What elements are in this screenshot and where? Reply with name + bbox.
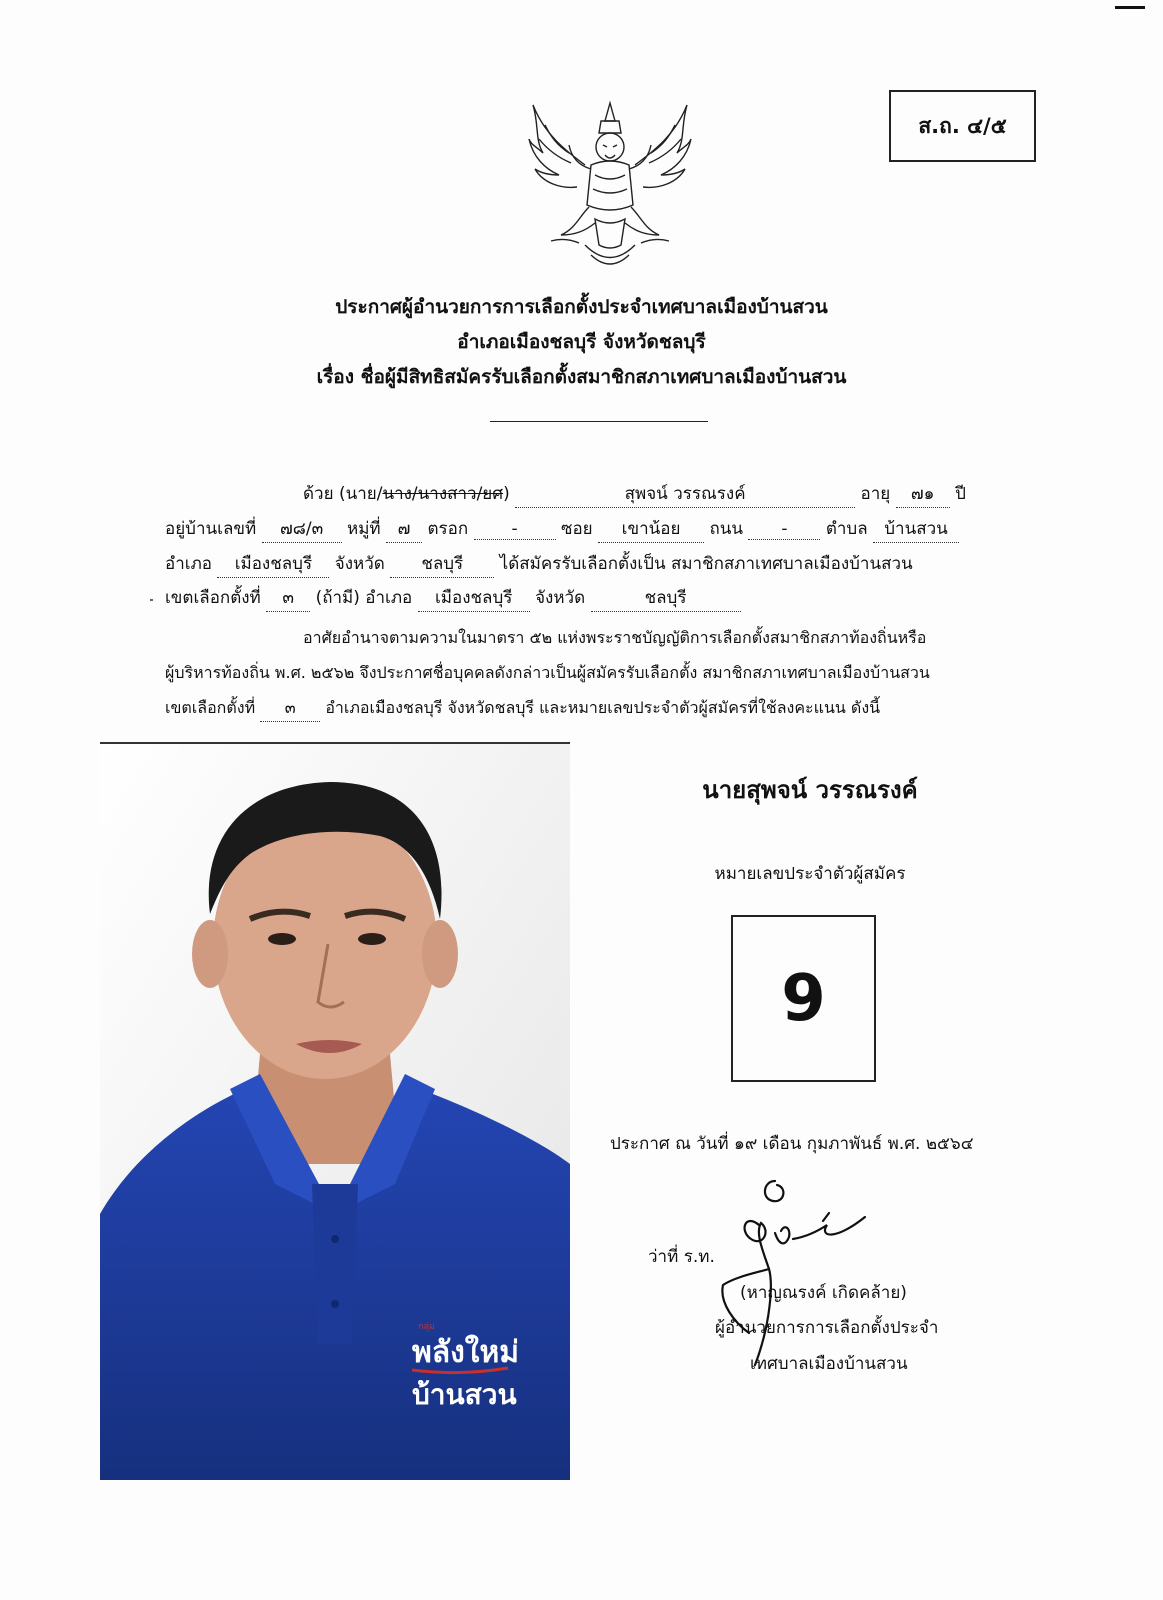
- shirt-logo-small: กลุ่ม: [418, 1322, 435, 1332]
- soi-label: ซอย: [560, 519, 593, 539]
- amphoe2-field: เมืองชลบุรี: [418, 584, 530, 612]
- heading-line-3: เรื่อง ชื่อผู้มีสิทธิสมัครรับเลือกตั้งสมาชิกสภาเทศบาลเมืองบ้านสวน: [316, 366, 847, 388]
- amphoe-field: เมืองชลบุรี: [217, 550, 329, 578]
- form-code-box: [889, 90, 1036, 162]
- shirt-logo-line-1: พลังใหม่: [412, 1335, 520, 1370]
- tambon-label: ตำบล: [825, 519, 868, 539]
- form-line-4: [165, 584, 1035, 612]
- paragraph-line-2: ผู้บริหารท้องถิ่น พ.ศ. ๒๕๖๒ จึงประกาศชื่อบุคคลดังกล่าวเป็นผู้สมัครรับเลือกตั้ง สมาชิกสภาเทศบาลเมืองบ้านสวน: [165, 663, 930, 682]
- applied-text: ได้สมัครรับเลือกตั้งเป็น สมาชิกสภาเทศบาลเมืองบ้านสวน: [499, 554, 913, 574]
- moo-field: ๗: [386, 515, 422, 543]
- tambon-field: บ้านสวน: [873, 515, 959, 543]
- prefix-label: ด้วย (นาย/: [303, 484, 383, 504]
- candidate-number: 9: [781, 961, 826, 1036]
- district-field: ๓: [266, 584, 310, 612]
- form-line-3: [165, 550, 1035, 578]
- form-line-1: [165, 480, 1035, 508]
- road-field: -: [748, 519, 820, 540]
- province-label: จังหวัด: [334, 554, 385, 574]
- garuda-emblem: [525, 95, 695, 275]
- candidate-name: นายสุพจน์ วรรณรงค์: [702, 776, 918, 804]
- paragraph-line-3: [165, 696, 1035, 722]
- candidate-photo: [100, 742, 570, 1480]
- name-field: สุพจน์ วรรณรงค์: [515, 480, 855, 508]
- shirt-logo-line-2: บ้านสวน: [412, 1378, 517, 1411]
- province-field: ชลบุรี: [390, 550, 494, 578]
- form-line-2: [165, 515, 1035, 543]
- trok-label: ตรอก: [427, 519, 469, 539]
- handwritten-signature: [715, 1173, 895, 1373]
- province2-field: ชลบุรี: [591, 584, 741, 612]
- heading-line-2: อำเภอเมืองชลบุรี จังหวัดชลบุรี: [457, 331, 706, 353]
- province2-label: จังหวัด: [535, 588, 586, 608]
- amphoe2-label: อำเภอ: [365, 588, 413, 608]
- signer-title-line-1: ผู้อำนวยการการเลือกตั้งประจำ: [715, 1318, 939, 1338]
- district-label: เขตเลือกตั้งที่: [165, 588, 261, 608]
- signer-rank: ว่าที่ ร.ท.: [648, 1247, 715, 1267]
- candidate-number-label: หมายเลขประจำตัวผู้สมัคร: [714, 864, 906, 884]
- form-code: ส.ถ. ๔/๕: [918, 113, 1007, 138]
- para-district-label: เขตเลือกตั้งที่: [165, 698, 256, 717]
- scan-edge-mark: [1115, 6, 1145, 9]
- age-field: ๗๑: [896, 480, 950, 508]
- scan-speck: [150, 599, 153, 601]
- para-district-field: ๓: [260, 696, 320, 722]
- heading-divider: [490, 421, 708, 422]
- heading-line-1: ประกาศผู้อำนวยการการเลือกตั้งประจำเทศบาลเมืองบ้านสวน: [335, 296, 828, 318]
- house-label: อยู่บ้านเลขที่: [165, 519, 257, 539]
- road-label: ถนน: [709, 519, 744, 539]
- announce-date: ประกาศ ณ วันที่ ๑๙ เดือน กุมภาพันธ์ พ.ศ. ๒๕๖๔: [610, 1134, 974, 1154]
- prefix-close: ): [503, 484, 510, 504]
- amphoe-label: อำเภอ: [165, 554, 212, 574]
- if-any-label: (ถ้ามี): [315, 588, 360, 608]
- trok-field: -: [474, 519, 556, 540]
- soi-field: เขาน้อย: [598, 515, 704, 543]
- age-label: อายุ: [860, 484, 891, 504]
- candidate-number-box: [731, 915, 876, 1082]
- signer-name: (หาญณรงค์ เกิดคล้าย): [740, 1283, 907, 1303]
- year-label: ปี: [955, 484, 966, 504]
- prefix-struck: นาง/นางสาว/ยศ: [382, 484, 504, 504]
- house-field: ๗๘/๓: [262, 515, 342, 543]
- moo-label: หมู่ที่: [347, 519, 381, 539]
- signer-title-line-2: เทศบาลเมืองบ้านสวน: [750, 1354, 908, 1374]
- para-line-3-rest: อำเภอเมืองชลบุรี จังหวัดชลบุรี และหมายเลขประจำตัวผู้สมัครที่ใช้ลงคะแนน ดังนี้: [325, 698, 881, 717]
- paragraph-line-1: อาศัยอำนาจตามความในมาตรา ๕๒ แห่งพระราชบัญญัติการเลือกตั้งสมาชิกสภาท้องถิ่นหรือ: [303, 628, 927, 647]
